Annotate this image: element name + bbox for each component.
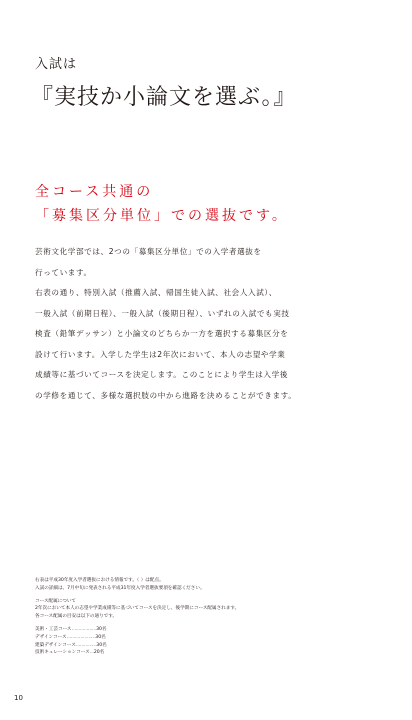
course-name: 美術・工芸コース — [35, 626, 72, 632]
note-line: 各コース配属の目安は以下の通りです。 — [35, 614, 118, 620]
course-leader-dots: …………… — [75, 642, 97, 648]
course-name: 技術キュレーションコース — [35, 650, 90, 656]
note-line: 2年次において本人の志望や学業成績等に基づいてコースを決定し、後学期にコース配属されます。 — [35, 606, 240, 612]
body-paragraph — [35, 242, 385, 406]
course-quota: 20名 — [93, 650, 105, 656]
course-row — [35, 642, 385, 650]
course-name: デザインコース — [35, 634, 67, 640]
body-line: 行っています。 — [35, 267, 92, 277]
body-line: 設けて行います。入学した学生は2年次において、本人の志望や学業 — [35, 349, 286, 359]
course-leader-dots: … — [89, 650, 94, 656]
lead-heading — [35, 180, 289, 228]
course-quota: 30名 — [96, 626, 107, 632]
body-line: 検査（鉛筆デッサン）と小論文のどちらか一方を選択する募集区分を — [35, 329, 289, 338]
hero-title: 『実技か小論文を選ぶ。』 — [31, 85, 297, 110]
course-leader-dots: ……………… — [71, 626, 97, 632]
body-line: 右表の通り、特別入試（推薦入試、帰国生徒入試、社会人入試）、 — [35, 288, 278, 297]
course-row — [35, 634, 385, 642]
body-line: 一般入試（前期日程）、一般入試（後期日程）、いずれの入試でも実技 — [35, 308, 290, 318]
note-line: 入試の詳細は、7月中旬に発表される平成31年度入学者選抜要項を確認ください。 — [35, 585, 205, 591]
course-row — [35, 649, 385, 657]
footnotes — [35, 577, 385, 657]
lead-line-2: 「募集区分単位」での選抜です。 — [35, 208, 289, 224]
body-line: の学修を通じて、多様な選択肢の中から進路を決めることができます。 — [35, 390, 297, 400]
course-row — [35, 626, 385, 634]
course-quota: 30名 — [96, 642, 107, 648]
body-line: 成績等に基づいてコースを決定します。このことにより学生は入学後 — [35, 370, 289, 379]
course-name: 建築デザインコース — [35, 642, 76, 648]
note-line: コース配属について — [35, 598, 77, 604]
lead-line-1: 全コース共通の — [35, 184, 154, 200]
course-quota: 30名 — [95, 634, 106, 640]
page-number: 10 — [14, 694, 23, 702]
hero-subtitle: 入試は — [35, 57, 78, 72]
note-line: 右表は平成30年度入学者選抜における情報です。（ ）は配点。 — [35, 578, 164, 583]
course-leader-dots: ………………… — [66, 634, 96, 640]
body-line: 芸術文化学部では、2つの「募集区分単位」での入学者選抜を — [35, 247, 262, 256]
